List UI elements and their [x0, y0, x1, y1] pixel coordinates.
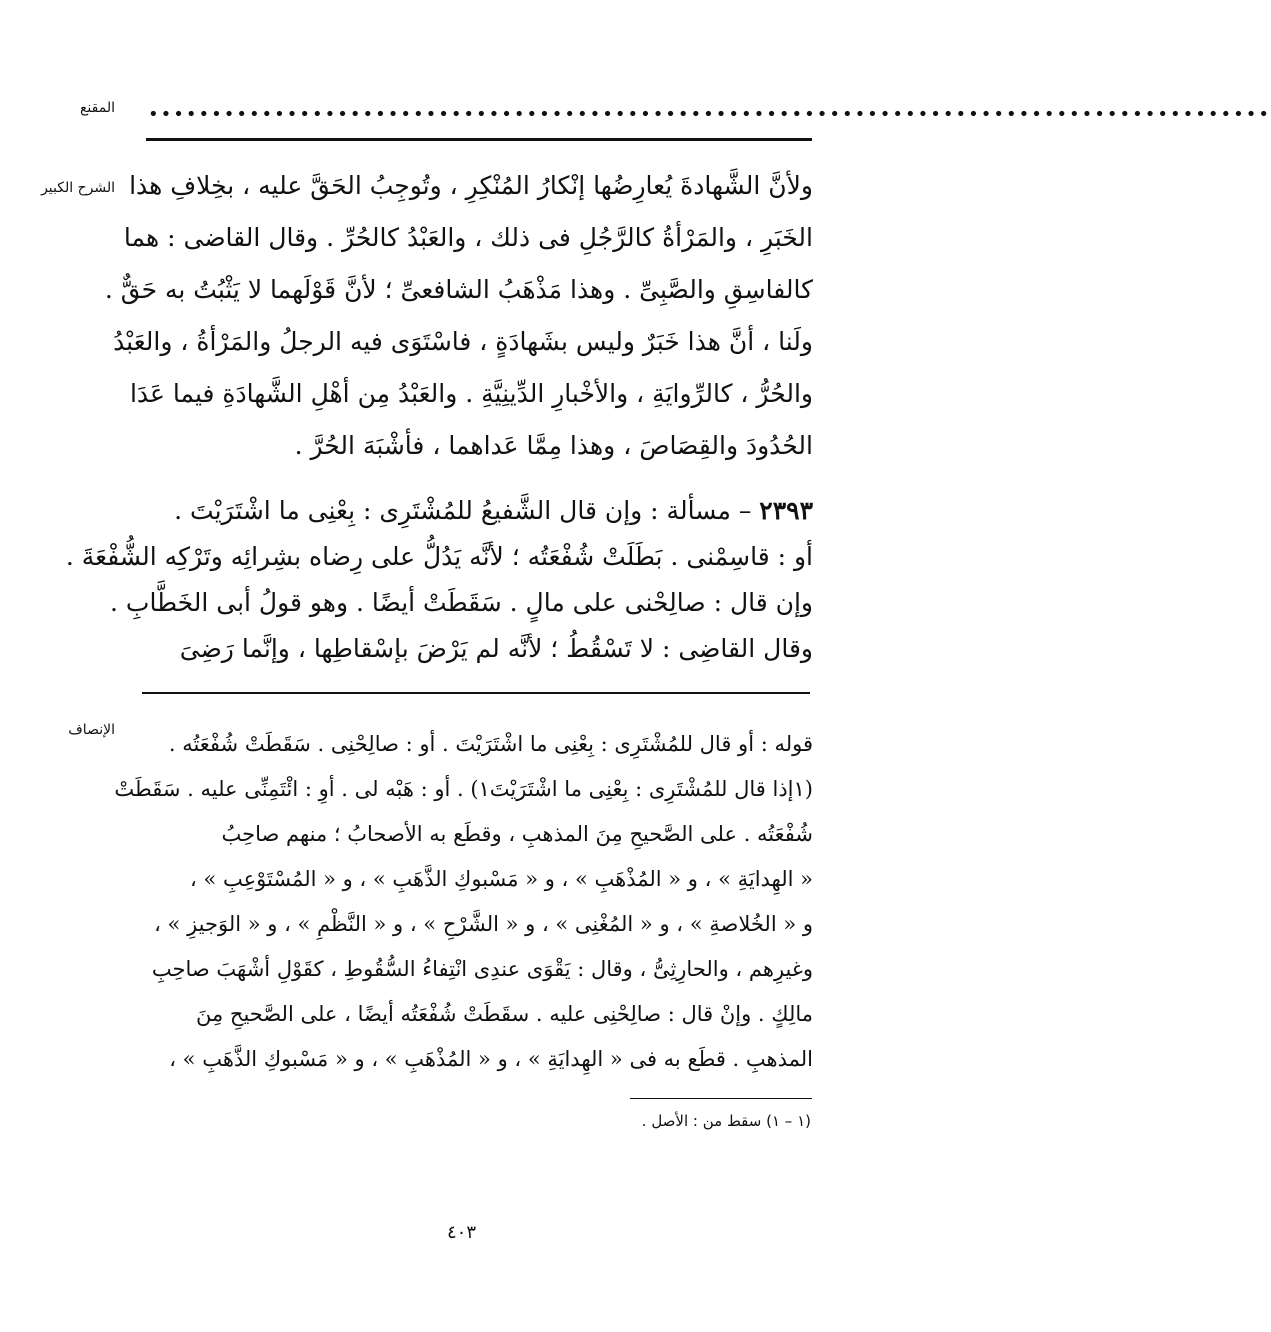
header-rule: [146, 138, 812, 141]
section-divider: [142, 692, 810, 694]
text-line: المذهبِ . قطَع به فى « الهِدايَةِ » ، و « المُذْهَبِ » ، و « مَسْبوكِ الذَّهَبِ » ،: [169, 1047, 813, 1071]
text-line: شُفْعَتُه . على الصَّحيحِ مِنَ المذهبِ ، وقطَع به الأصحابُ ؛ منهم صاحِبُ: [221, 822, 813, 846]
text-line: وإن قال : صالِحْنى على مالٍ . سَقَطَتْ أيضًا . وهو قولُ أبى الخَطَّابِ .: [110, 588, 813, 617]
text-line: والحُرُّ ، كالرِّوايَةِ ، والأخْبارِ الدِّينِيَّةِ . والعَبْدُ مِن أهْلِ الشَّهادَةِ فيما عَدَا: [129, 379, 813, 408]
text-line: أو : قاسِمْنى . بَطَلَتْ شُفْعَتُه ؛ لأنَّه يَدُلُّ على رِضاه بشِرائِه وتَرْكِه الشُّفْعَةَ .: [65, 542, 813, 571]
footnote-rule: [630, 1098, 812, 1099]
text-line: وقال القاضِى : لا تَسْقُطُ ؛ لأنَّه لم يَرْضَ بإسْقاطِها ، وإنَّما رَضِىَ: [179, 634, 813, 663]
text-line: وغيرِهم ، والحارِثِىُّ ، وقال : يَقْوَى عندِى انْتِفاءُ السُّقُوطِ ، كقَوْلِ أشْهَبَ صاحِبِ: [151, 957, 813, 981]
sharh-section: [104, 160, 813, 472]
header-dotted-leader: •••••••••••••••••••••••••••••••••••••••••••••••••••••••••••••••••••••••••••••••••••••••••: [148, 104, 1271, 125]
footnote: (١ – ١) سقط من : الأصل .: [641, 1112, 811, 1130]
text-line: ولأنَّ الشَّهادةَ يُعارِضُها إنْكارُ المُنْكِرِ ، وتُوجِبُ الحَقَّ عليه ، بخِلافِ هذا: [129, 171, 813, 200]
commentary-label: الشرح الكبير: [41, 180, 115, 196]
text-line: (١إذا قال للمُشْتَرِى : بِعْنِى ما اشْتَرَيْتَ١) . أو : هَبْه لى . أوِ : ائْتَمِنِّى عليه . سَقَطَتْ: [114, 777, 813, 801]
masala-number: ٢٣٩٣: [759, 496, 813, 525]
page-number: ٤٠٣: [446, 1222, 476, 1243]
text-line: الخَبَرِ ، والمَرْأةُ كالرَّجُلِ فى ذلك ، والعَبْدُ كالحُرِّ . وقال القاضى : هما: [123, 223, 813, 252]
text-line: مالِكٍ . وإنْ قال : صالِحْنِى عليه . سقَطَتْ شُفْعَتُه أيضًا ، على الصَّحيحِ مِنَ: [195, 1002, 813, 1026]
masala-section: [65, 488, 813, 672]
masala-heading-line: [143, 488, 813, 534]
text-line: قوله : أو قال للمُشْتَرِى : بِعْنِى ما اشْتَرَيْتَ . أو : صالِحْنِى . سَقَطَتْ شُفْعَتُه .: [168, 732, 813, 756]
book-title-label: المقنع: [79, 100, 115, 116]
insaf-section: [114, 722, 813, 1082]
text-line: الحُدُودَ والقِصَاصَ ، وهذا مِمَّا عَداهما ، فأشْبَهَ الحُرَّ .: [294, 431, 813, 460]
masala-heading-text: – مسألة : وإن قال الشَّفيعُ للمُشْتَرِى : بِعْنِى ما اشْتَرَيْتَ .: [174, 496, 760, 525]
text-line: كالفاسِقِ والصَّبِىِّ . وهذا مَذْهَبُ الشافعىِّ ؛ لأنَّ قَوْلَهما لا يَثْبُتُ به حَقٌّ .: [104, 275, 813, 304]
text-line: و « الخُلاصةِ » ، و « المُغْنِى » ، و « الشَّرْحِ » ، و « النَّظْمِ » ، و « الوَجيزِ » ،: [154, 912, 813, 936]
text-line: ولَنا ، أنَّ هذا خَبَرٌ وليس بشَهادَةٍ ، فاسْتَوَى فيه الرجلُ والمَرْأةُ ، والعَبْدُ: [113, 327, 813, 356]
insaf-label: الإنصاف: [68, 722, 115, 738]
text-line: « الهِدايَةِ » ، و « المُذْهَبِ » ، و « مَسْبوكِ الذَّهَبِ » ، و « المُسْتَوْعِبِ » ،: [190, 867, 813, 891]
